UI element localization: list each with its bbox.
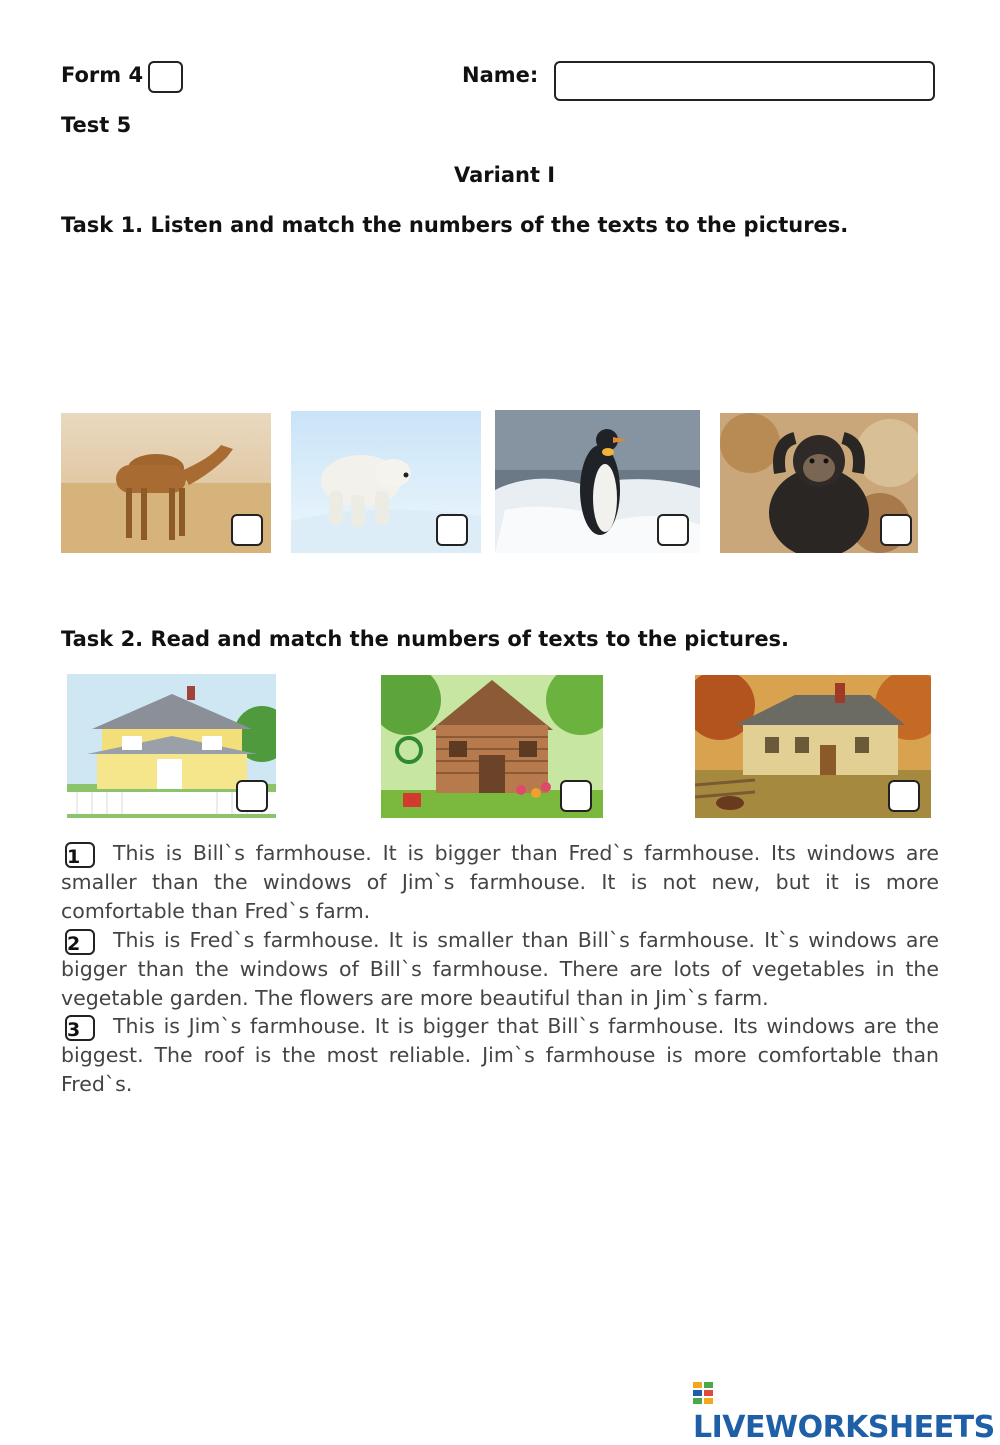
form-label: Form 4 [61, 63, 144, 87]
penguin-answer-box[interactable] [657, 514, 689, 546]
text-number-2: 2 [65, 929, 95, 955]
liveworksheets-logo [693, 1375, 1000, 1445]
text-3-body: This is Jim`s farmhouse. It is bigger that Bill`s farmhouse. Its windows are the biggest. The roof is the most reliable. Jim`s farmhouse is more comfortable than Fred`s. [61, 1014, 939, 1096]
name-label: Name: [462, 63, 539, 87]
logo-mark-icon [693, 1382, 713, 1404]
text-3 [61, 1012, 939, 1099]
text-number-1: 1 [65, 842, 95, 868]
logo-text: LIVEWORKSHEETS [693, 1410, 995, 1445]
form-input[interactable] [148, 61, 183, 93]
farmhouse-painting-answer-box[interactable] [888, 780, 920, 812]
text-2 [61, 926, 939, 1013]
test-label: Test 5 [61, 113, 132, 137]
text-2-body: This is Fred`s farmhouse. It is smaller than Bill`s farmhouse. It`s windows are bigger than the windows of Bill`s farmhouse. There are lots of vegetables in the vegetable garden. The flowers are more beautiful than in Jim`s farm. [61, 928, 939, 1010]
yellow-house-answer-box[interactable] [236, 780, 268, 812]
name-input[interactable] [554, 61, 935, 101]
camel-answer-box[interactable] [231, 514, 263, 546]
text-1 [61, 839, 939, 926]
task1-instruction: Task 1. Listen and match the numbers of the texts to the pictures. [61, 213, 849, 237]
chimpanzee-answer-box[interactable] [880, 514, 912, 546]
text-1-body: This is Bill`s farmhouse. It is bigger than Fred`s farmhouse. Its windows are smaller than the windows of Jim`s farmhouse. It is not new, but it is more comfortable than Fred`s farm. [61, 841, 939, 923]
wooden-cabin-answer-box[interactable] [560, 780, 592, 812]
task2-instruction: Task 2. Read and match the numbers of texts to the pictures. [61, 627, 790, 651]
variant-label: Variant I [454, 163, 556, 187]
polar-bear-answer-box[interactable] [436, 514, 468, 546]
text-number-3: 3 [65, 1015, 95, 1041]
